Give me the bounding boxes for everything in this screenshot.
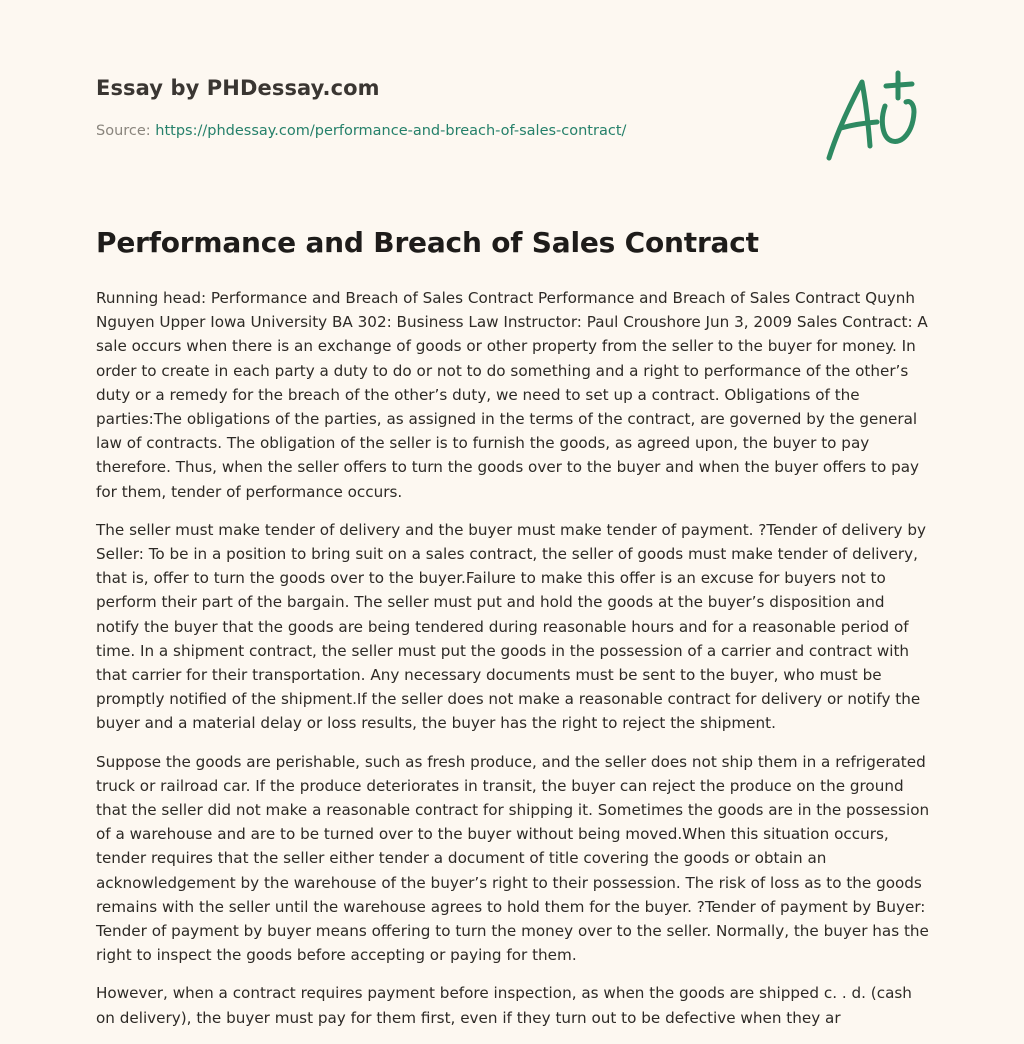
essay-header	[96, 76, 796, 139]
paragraph: Suppose the goods are perishable, such as fresh produce, and the seller does not ship them in a refrigerated truck or railroad car. If the produce deteriorates in transit, the buyer can reject the produce on the ground that the seller did not make a reasonable contract for shipping it. Sometimes the goods are in the possession of a warehouse and are to be turned over to the buyer without being moved.When this situation occurs, tender requires that the seller either tender a document of title covering the goods or obtain an acknowledgement by the warehouse of the buyer’s right to their possession. The risk of loss as to the goods remains with the seller until the warehouse agrees to hold them for the buyer. ?Tender of payment by Buyer: Tender of payment by buyer means offering to turn the money over to the seller. Normally, the buyer has the right to inspect the goods before accepting or paying for them.	[96, 752, 930, 965]
source-label: Source:	[96, 123, 151, 139]
article-body	[96, 286, 930, 1044]
source-line	[96, 123, 796, 139]
a-plus-logo-icon	[822, 68, 926, 166]
paragraph: The seller must make tender of delivery and the buyer must make tender of payment. ?Tender of delivery by Seller: To be in a position to bring suit on a sales contract, the seller of goods must make tender of delivery, that is, offer to turn the goods over to the buyer.Failure to make this offer is an excuse for buyers not to perform their part of the bargain. The seller must put and hold the goods at the buyer’s disposition and notify the buyer that the goods are being tendered during reasonable hours and for a reasonable period of time. In a shipment contract, the seller must put the goods in the possession of a carrier and contract with that carrier for their transportation. Any necessary documents must be sent to the buyer, who must be promptly notified of the shipment.If the seller does not make a reasonable contract for delivery or notify the buyer and a material delay or loss results, the buyer has the right to reject the shipment.	[96, 520, 926, 733]
paragraph: Running head: Performance and Breach of Sales Contract Performance and Breach of Sales Contract Quynh Nguyen Upper Iowa University BA 302: Business Law Instructor: Paul Croushore Jun 3, 2009 Sales Contract: A sale occurs when there is an exchange of goods or other property from the seller to the buyer for money. In order to create in each party a duty to do or not to do something and a right to performance of the other’s duty or a remedy for the breach of the other’s duty, we need to set up a contract. Obligations of the parties:The obligations of the parties, as assigned in the terms of the contract, are governed by the general law of contracts. The obligation of the seller is to furnish the goods, as agreed upon, the buyer to pay therefore. Thus, when the seller offers to turn the goods over to the buyer and when the buyer offers to pay for them, tender of performance occurs.	[96, 289, 928, 501]
site-brand: Essay by PHDessay.com	[96, 76, 380, 100]
article-title: Performance and Breach of Sales Contract	[96, 226, 759, 259]
source-link[interactable]: https://phdessay.com/performance-and-breach-of-sales-contract/	[155, 123, 627, 139]
paragraph: However, when a contract requires payment before inspection, as when the goods are shipped c. . d. (cash on delivery), the buyer must pay for them first, even if they turn out to be defective when they ar	[96, 984, 912, 1027]
